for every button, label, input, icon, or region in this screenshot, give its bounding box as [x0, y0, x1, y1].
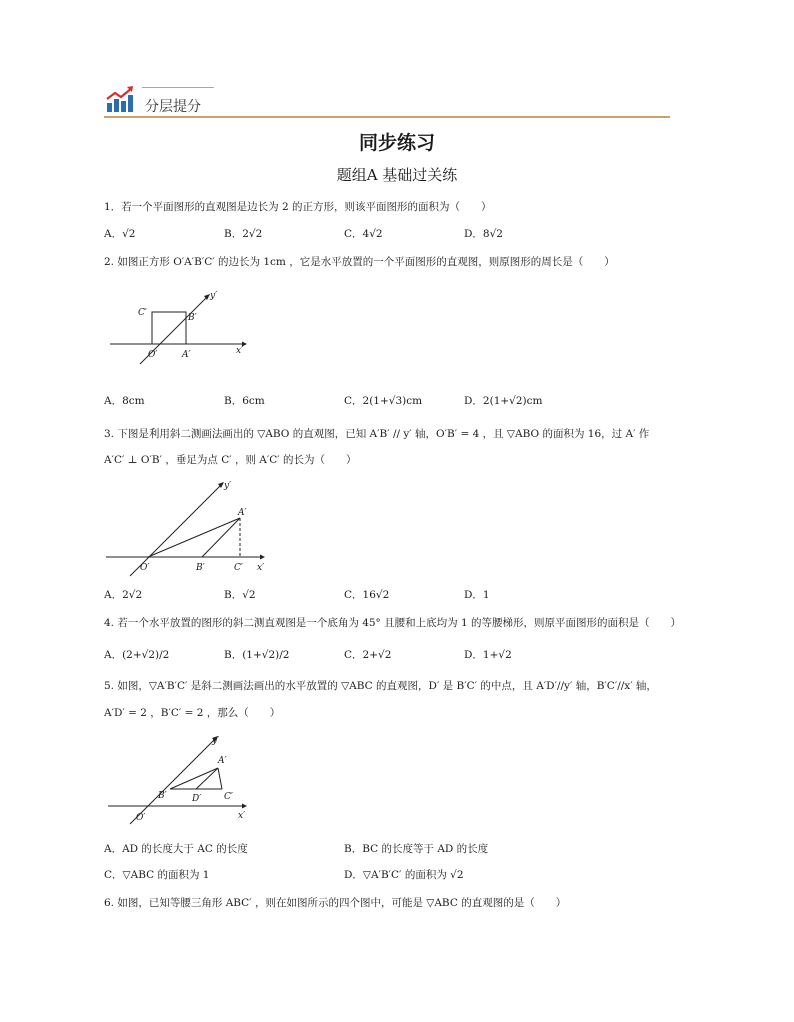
q5-option-c[interactable]: C．▽ABC 的面积为 1 [104, 869, 210, 881]
q1-option-c[interactable]: C．4√2 [344, 228, 383, 240]
fig1-label-a: A′ [182, 350, 191, 360]
q1-option-a[interactable]: A．√2 [104, 228, 136, 240]
q5-option-d[interactable]: D．▽A′B′C′ 的面积为 √2 [344, 869, 464, 881]
q2-option-c[interactable]: C．2(1+√3)cm [344, 395, 423, 407]
fig2-label-b: B′ [196, 563, 205, 573]
figure-q5-diagram [106, 730, 256, 826]
question-5-stem-2: A′D′ = 2 ，B′C′ = 2 ，那么（ ） [104, 707, 281, 719]
q2-option-a[interactable]: A．8cm [104, 395, 145, 407]
q3-option-a[interactable]: A．2√2 [104, 589, 143, 601]
fig1-label-x: x′ [236, 346, 244, 356]
header-rule [104, 116, 670, 118]
figure-q3-diagram [104, 476, 274, 580]
q2-option-d[interactable]: D．2(1+√2)cm [464, 395, 543, 407]
q5-option-b[interactable]: B．BC 的长度等于 AD 的长度 [344, 843, 489, 855]
question-3-stem: 3. 下图是利用斜二测画法画出的 ▽ABO 的直观图，已知 A′B′ // y′ 轴，O′B′ = 4 ，且 ▽ABO 的面积为 16，过 A′ 作 [104, 428, 650, 440]
q4-option-d[interactable]: D．1+√2 [464, 649, 512, 661]
section-label: 分层提分 [145, 99, 201, 115]
header-rule-top [142, 87, 214, 88]
q5-option-a[interactable]: A．AD 的长度大于 AC 的长度 [104, 843, 248, 855]
question-5-stem: 5. 如图，▽A′B′C′ 是斜二测画法画出的水平放置的 ▽ABC 的直观图，D′ 是 B′C′ 的中点，且 A′D′//y′ 轴，B′C′//x′ 轴， [104, 680, 657, 692]
q4-option-b[interactable]: B．(1+√2)/2 [224, 649, 290, 661]
fig3-label-d: D′ [192, 794, 202, 804]
q1-option-b[interactable]: B．2√2 [224, 228, 263, 240]
fig2-label-c: C′ [234, 563, 243, 573]
fig1-label-c: C′ [138, 308, 147, 318]
fig3-label-a: A′ [218, 756, 227, 766]
figure-q2 [106, 286, 256, 366]
q2-option-b[interactable]: B．6cm [224, 395, 265, 407]
fig3-label-o: O′ [136, 813, 146, 823]
q4-option-c[interactable]: C．2+√2 [344, 649, 392, 661]
chart-logo-icon [106, 85, 136, 113]
question-3-stem-2: A′C′ ⊥ O′B′ ，垂足为点 C′ ，则 A′C′ 的长为（ ） [104, 454, 357, 466]
fig3-label-x: x′ [238, 811, 246, 821]
fig2-label-o: O′ [140, 563, 150, 573]
q3-option-b[interactable]: B．√2 [224, 589, 256, 601]
figure-q2-diagram [106, 286, 256, 366]
figure-q5 [106, 730, 256, 826]
fig1-label-o: O′ [148, 350, 158, 360]
q1-option-d[interactable]: D．8√2 [464, 228, 503, 240]
question-4-stem: 4. 若一个水平放置的图形的斜二测直观图是一个底角为 45° 且腰和上底均为 1 的等腰梯形，则原平面图形的面积是（ ） [104, 617, 681, 629]
fig3-label-b: B′ [158, 791, 167, 801]
fig3-label-y: y′ [212, 736, 220, 746]
q4-option-a[interactable]: A．(2+√2)/2 [104, 649, 170, 661]
fig2-label-x: x′ [257, 563, 265, 573]
page-subtitle: 题组A 基础过关练 [336, 166, 458, 184]
question-6-stem: 6. 如图，已知等腰三角形 ABC′ ，则在如图所示的四个图中，可能是 ▽ABC 的直观图的是（ ） [104, 897, 567, 909]
fig1-label-b: B′ [188, 313, 197, 323]
page-title: 同步练习 [358, 132, 435, 154]
q3-option-d[interactable]: D．1 [464, 589, 490, 601]
header-logo [106, 85, 136, 113]
fig2-label-y: y′ [224, 481, 232, 491]
question-1-stem: 1．若一个平面图形的直观图是边长为 2 的正方形，则该平面图形的面积为（ ） [104, 201, 492, 213]
fig3-label-c: C′ [224, 792, 233, 802]
fig1-label-y: y′ [210, 291, 218, 301]
question-2-stem: 2. 如图正方形 O′A′B′C′ 的边长为 1cm ，它是水平放置的一个平面图形的直观图，则原图形的周长是（ ） [104, 256, 615, 268]
fig2-label-a: A′ [238, 508, 247, 518]
q3-option-c[interactable]: C．16√2 [344, 589, 390, 601]
figure-q3 [104, 476, 274, 580]
